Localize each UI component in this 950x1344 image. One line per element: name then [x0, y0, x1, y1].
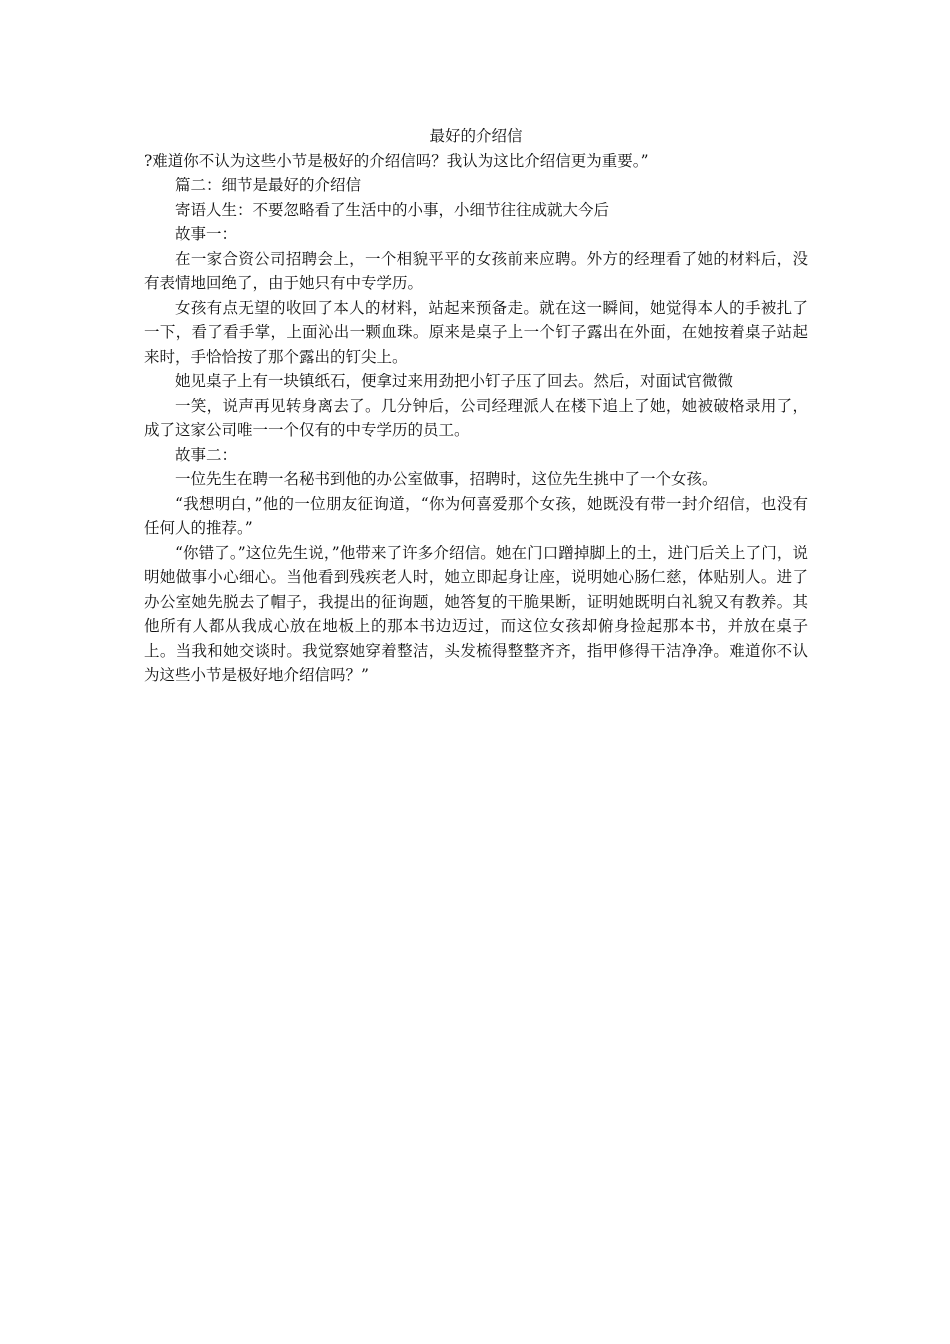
paragraph-11: “我想明白，”他的一位朋友征询道，“你为何喜爱那个女孩，她既没有带一封介绍信，也没有任何人的推荐。” — [144, 494, 808, 537]
paragraph-4: 故事一： — [175, 225, 238, 243]
paragraph-6: 女孩有点无望的收回了本人的材料，站起来预备走。就在这一瞬间，她觉得本人的手被扎了一下，看了看手掌，上面沁出一颗血珠。原来是桌子上一个钉子露出在外面，在她按着桌子站起来时，手恰恰按了那个露出的钉尖上。 — [144, 298, 808, 366]
paragraph-10: 一位先生在聘一名秘书到他的办公室做事，招聘时，这位先生挑中了一个女孩。 — [175, 470, 718, 488]
paragraph-2: 篇二：细节是最好的介绍信 — [175, 176, 362, 194]
paragraph-8: 一笑，说声再见转身离去了。几分钟后，公司经理派人在楼下追上了她，她被破格录用了，成了这家公司唯一一个仅有的中专学历的员工。 — [144, 396, 808, 439]
document-body — [144, 124, 808, 688]
paragraph-7: 她见桌子上有一块镇纸石，便拿过来用劲把小钉子压了回去。然后，对面试官微微 — [175, 372, 734, 390]
paragraph-3: 寄语人生：不要忽略看了生活中的小事，小细节往往成就大今后 — [175, 200, 610, 219]
paragraph-1: ?难道你不认为这些小节是极好的介绍信吗？我认为这比介绍信更为重要。” — [144, 151, 649, 170]
paragraph-12: “你错了。”这位先生说，”他带来了许多介绍信。她在门口蹭掉脚上的土，进门后关上了门，说明她做事小心细心。当他看到残疾老人时，她立即起身让座，说明她心肠仁慈，体贴别人。进了办公室她先脱去了帽子，我提出的征询题，她答复的干脆果断，证明她既明白礼貌又有教养。其他所有人都从我成心放在地板上的那本书边迈过，而这位女孩却俯身捡起那本书，并放在桌子上。当我和她交谈时。我觉察她穿着整洁，头发梳得整整齐齐，指甲修得干洁净净。难道你不认为这些小节是极好地介绍信吗？” — [144, 543, 808, 684]
paragraph-9: 故事二： — [175, 445, 238, 464]
document-title: 最好的介绍信 — [429, 127, 523, 145]
paragraph-5: 在一家合资公司招聘会上，一个相貌平平的女孩前来应聘。外方的经理看了她的材料后，没有表情地回绝了，由于她只有中专学历。 — [144, 249, 808, 292]
